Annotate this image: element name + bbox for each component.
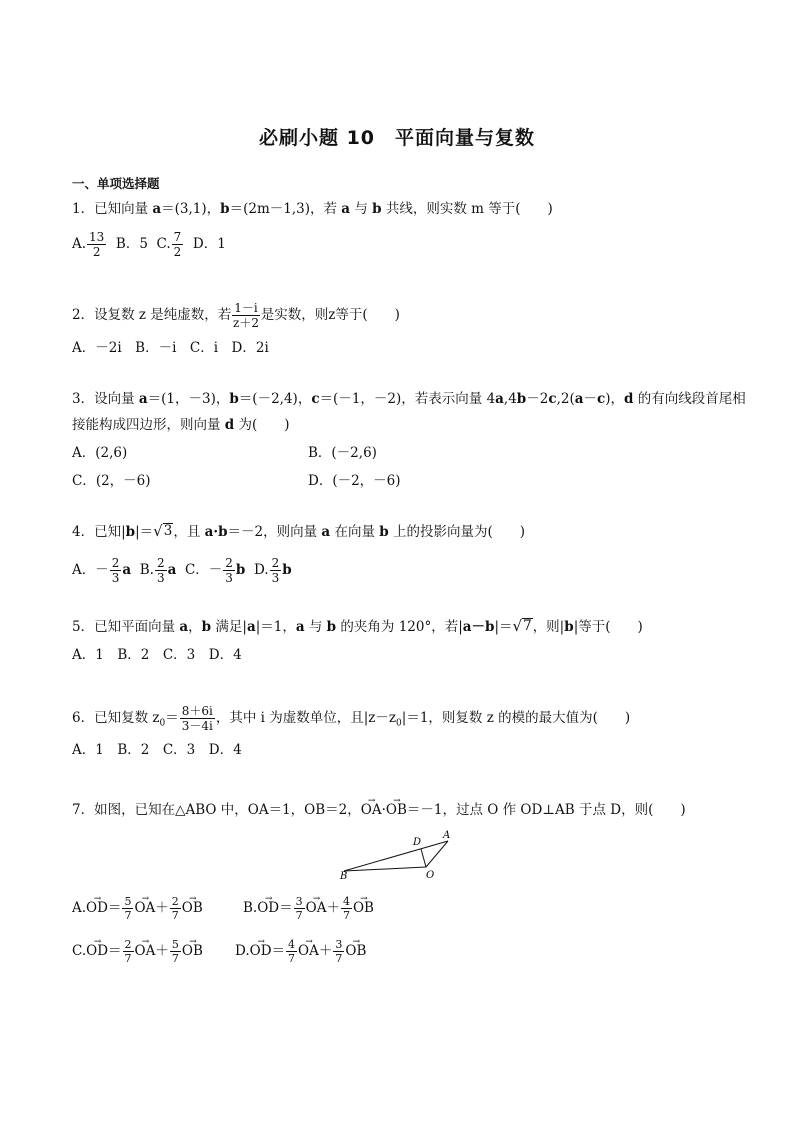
q5-text-7: |＝ (494, 619, 513, 635)
q1-vector-a: a (152, 201, 162, 217)
q7-option-d-frac-1 (286, 939, 297, 964)
q4-option-c-label: C．－ (184, 562, 223, 578)
q1-number: 1． (72, 201, 95, 217)
q4-vector-b: b (125, 524, 136, 540)
q7-option-d-eq: ＝ (271, 943, 286, 959)
q7-option-a-num-1: 5 (124, 895, 132, 908)
q5-vector-diff: a－b (462, 619, 495, 635)
q7-option-d-frac-2 (333, 939, 344, 964)
q2-options[interactable]: A．－2i B．－i C．i D．2i (72, 340, 269, 356)
q3-vector-d: d (624, 391, 634, 407)
q5-vector-b: b (201, 619, 212, 635)
q6-subscript-2: 0 (396, 718, 402, 729)
q7-option-a-ob: → OB (182, 898, 203, 918)
q4-option-d-fraction (270, 557, 282, 584)
q3-line2-text-1: 接能构成四边形，则向量 (72, 417, 225, 433)
q7-option-d-od: → OD (250, 941, 272, 961)
q7-option-b-od: → OD (257, 898, 279, 918)
question-1 (72, 199, 553, 219)
q6-denominator: 3－4i (181, 719, 213, 733)
q7-option-b-label: B. (243, 900, 258, 916)
q1-option-c[interactable] (157, 231, 185, 258)
q5-sqrt (513, 618, 533, 634)
q1-option-a[interactable] (72, 231, 107, 258)
q4-option-a-fraction (110, 557, 122, 584)
q1-option-a-fraction (87, 231, 106, 258)
q3-vector-c-2: c (548, 391, 557, 407)
page-title: 必刷小题 10 平面向量与复数 (258, 127, 536, 149)
q7-option-d-label: D. (235, 943, 250, 959)
q3-vector-a: a (138, 391, 148, 407)
q4-option-d-numerator: 2 (271, 556, 280, 570)
q3-vector-d-2: d (224, 417, 235, 433)
q7-option-b-ob: → OB (353, 898, 374, 918)
q1-options (72, 231, 226, 258)
q7-option-a-frac-1 (122, 896, 133, 921)
q1-option-a-denominator: 2 (92, 245, 101, 259)
q4-option-d-label: D. (253, 562, 269, 578)
q7-option-b-den-1: 7 (295, 909, 303, 922)
q7-option-b-num-2: 4 (342, 895, 350, 908)
q7-option-c-num-2: 5 (171, 938, 179, 951)
q5-vector-b-2: b (326, 619, 337, 635)
q7-option-b-plus: ＋ (326, 900, 340, 916)
q7-option-c-den-1: 7 (124, 952, 132, 965)
q4-option-a-vector: a (122, 562, 132, 578)
question-7 (72, 800, 686, 820)
q7-option-c-frac-1 (123, 939, 134, 964)
q4-option-c-vector: b (235, 562, 246, 578)
q4-sqrt (153, 523, 173, 539)
q6-options[interactable]: A．1 B．2 C．3 D．4 (72, 742, 242, 758)
q2-text-2: 是实数，则z等于( ) (260, 307, 400, 323)
q3-vector-b: b (229, 391, 239, 407)
q4-number: 4． (72, 524, 95, 540)
q1-option-a-numerator: 13 (89, 230, 105, 244)
q7-option-c-label: C. (72, 943, 87, 959)
q3-option-c[interactable]: C．(2，－6) (72, 473, 151, 489)
q3-line-2 (72, 415, 290, 435)
q3-text-6: －2 (526, 391, 549, 407)
q4-text-4: ＝－2，则向量 (227, 524, 322, 540)
q4-vector-b-2: b (379, 524, 389, 540)
section-heading: 一、单项选择题 (72, 176, 160, 191)
q7-option-d-ob: → OB (345, 941, 366, 961)
q6-text-1: 已知复数 z (94, 710, 160, 726)
q4-option-b-fraction (155, 557, 167, 584)
q4-option-a-label: A．－ (72, 562, 109, 578)
q7-option-a-den-2: 7 (171, 909, 179, 922)
q4-option-b-label: B. (139, 562, 154, 578)
q3-option-b[interactable]: B．(－2,6) (308, 445, 377, 461)
q5-text-8: ，则| (532, 619, 565, 635)
q5-vector-b-3: b (564, 619, 574, 635)
q4-option-a-numerator: 2 (111, 556, 120, 570)
q7-vector-ob: → OB (386, 800, 407, 820)
q1-vector-b: b (220, 201, 230, 217)
q1-text-2: ＝(3,1)， (161, 201, 221, 217)
q5-text-1: 已知平面向量 (94, 619, 180, 635)
q1-vector-b-2: b (372, 201, 382, 217)
q1-text-4: 与 (350, 201, 373, 217)
q5-options[interactable]: A．1 B．2 C．3 D．4 (72, 647, 242, 663)
q6-numerator: 8＋6i (181, 704, 213, 718)
q7-option-b-frac-2 (341, 896, 352, 921)
q7-option-c-plus: ＋ (155, 943, 169, 959)
triangle-figure (330, 826, 460, 880)
q3-text-8: － (583, 391, 597, 407)
q4-option-a[interactable] (72, 557, 131, 584)
q2-denominator: z＋2 (233, 316, 260, 330)
q7-option-d-plus: ＋ (318, 943, 333, 959)
question-2 (72, 302, 400, 329)
q4-option-d[interactable] (254, 557, 292, 584)
q1-option-c-label: C. (156, 236, 171, 252)
label-a: A (443, 830, 451, 841)
q7-text-1: 如图，已知在△ABO 中，OA＝1，OB＝2， (94, 802, 361, 818)
q7-number: 7． (72, 802, 95, 818)
q6-text-3: ，其中 i 为虚数单位，且|z－z (215, 710, 397, 726)
q7-option-c-frac-2 (170, 939, 181, 964)
q4-text-6: 上的投影向量为( ) (388, 524, 526, 540)
q7-option-d-num-2: 3 (335, 938, 343, 951)
q3-text-7: ,2( (556, 391, 575, 407)
q7-option-b-eq: ＝ (279, 900, 293, 916)
q7-option-d-oa: → OA (298, 941, 319, 961)
q7-option-a-oa: → OA (134, 898, 155, 918)
q4-text-5: 在向量 (330, 524, 380, 540)
q6-subscript: 0 (159, 718, 166, 729)
q4-sqrt-argument: 3 (163, 523, 173, 540)
q4-vector-a: a (321, 524, 331, 540)
q3-vector-c-3: c (596, 391, 606, 407)
q4-option-b-denominator: 3 (156, 571, 165, 585)
q7-option-a[interactable] (72, 896, 203, 921)
q4-options (72, 557, 292, 584)
q3-option-d[interactable]: D．(－2，－6) (308, 473, 401, 489)
q1-option-c-numerator: 7 (173, 230, 182, 244)
segment-od (421, 849, 426, 867)
q5-number: 5． (72, 619, 95, 635)
q4-option-b-vector: a (167, 562, 177, 578)
q1-option-c-denominator: 2 (173, 245, 182, 259)
q3-vector-c: c (311, 391, 320, 407)
q3-text-9: )， (605, 391, 624, 407)
q2-fraction (232, 302, 259, 329)
q4-option-d-vector: b (282, 562, 292, 578)
q7-option-b-den-2: 7 (342, 909, 350, 922)
q3-text-3: ＝(－2,4)， (238, 391, 312, 407)
q1-option-d[interactable]: D．1 (192, 236, 226, 252)
q7-option-c[interactable] (72, 939, 203, 964)
question-3 (72, 389, 746, 409)
q7-option-d-num-1: 4 (288, 938, 296, 951)
q7-option-c-eq: ＝ (108, 943, 122, 959)
q7-option-b[interactable] (243, 896, 374, 921)
q4-option-b-numerator: 2 (156, 556, 165, 570)
q4-option-a-denominator: 3 (111, 571, 120, 585)
q3-text-10: 的有向线段首尾相 (633, 391, 746, 407)
q5-text-5: 与 (304, 619, 327, 635)
q4-option-c-numerator: 2 (225, 556, 233, 570)
q1-option-a-label: A. (72, 236, 87, 252)
label-b: B (340, 871, 348, 880)
q7-option-c-den-2: 7 (171, 952, 179, 965)
label-d: D (413, 837, 422, 848)
q7-option-a-eq: ＝ (107, 900, 122, 916)
q2-number: 2． (72, 307, 95, 323)
q7-option-b-num-1: 3 (295, 895, 303, 908)
sqrt-symbol-icon: √ (153, 522, 163, 540)
q7-option-a-plus: ＋ (155, 900, 169, 916)
q1-text-5: 共线，则实数 m 等于( ) (381, 201, 553, 217)
q2-text-1: 设复数 z 是纯虚数，若 (94, 307, 232, 323)
q7-vector-oa: → OA (361, 800, 382, 820)
q5-vector-a: a (179, 619, 189, 635)
q6-fraction (180, 705, 215, 732)
question-5 (72, 617, 643, 637)
q5-vector-a-3: a (295, 619, 305, 635)
q4-text-2: |＝ (135, 524, 154, 540)
question-4 (72, 522, 525, 542)
q5-text-2: ， (188, 619, 202, 635)
q1-text-1: 已知向量 (94, 201, 153, 217)
q4-text-1: 已知| (94, 524, 126, 540)
q7-option-c-od: → OD (86, 941, 108, 961)
segment-oa (426, 841, 448, 867)
label-o: O (426, 870, 435, 880)
q4-dot-product: a·b (204, 524, 228, 540)
q7-text-2: ＝－1，过点 O 作 OD⊥AB 于点 D，则( ) (406, 802, 686, 818)
q7-option-b-frac-1 (294, 896, 305, 921)
q7-option-d-den-1: 7 (288, 952, 296, 965)
q3-text-4: ＝(－1，－2)，若表示向量 4 (319, 391, 496, 407)
q7-option-a-label: A. (72, 900, 87, 916)
q3-option-a[interactable]: A．(2,6) (72, 445, 128, 461)
q7-option-b-oa: → OA (306, 898, 327, 918)
q1-option-c-fraction (172, 231, 184, 258)
q2-numerator: 1－i (234, 301, 258, 315)
q1-option-b[interactable]: B．5 (115, 236, 148, 252)
q7-option-a-frac-2 (170, 896, 181, 921)
q3-number: 3． (72, 391, 95, 407)
q4-option-d-denominator: 3 (271, 571, 280, 585)
q3-vector-b-2: b (516, 391, 527, 407)
q3-line2-text-2: 为( ) (234, 417, 290, 433)
q1-text-3: ＝(2m－1,3)，若 (229, 201, 342, 217)
q7-option-c-num-1: 2 (124, 938, 132, 951)
q3-text-1: 设向量 (94, 391, 139, 407)
q7-option-c-ob: → OB (182, 941, 203, 961)
q3-vector-a-2: a (495, 391, 504, 407)
q4-text-3: ，且 (173, 524, 205, 540)
q7-option-a-num-2: 2 (171, 895, 179, 908)
q5-text-3: 满足| (211, 619, 247, 635)
q7-option-c-oa: → OA (135, 941, 156, 961)
q4-option-c-denominator: 3 (225, 571, 233, 585)
q7-option-d[interactable] (235, 939, 366, 964)
question-6 (72, 705, 630, 734)
q1-vector-a-2: a (341, 201, 351, 217)
q5-text-4: |＝1， (255, 619, 296, 635)
q5-text-9: |等于( ) (573, 619, 643, 635)
q7-option-d-den-2: 7 (335, 952, 343, 965)
sqrt-symbol-icon: √ (512, 617, 523, 635)
q6-text-4: |＝1，则复数 z 的模的最大值为( ) (401, 710, 631, 726)
q4-option-c[interactable] (185, 557, 245, 584)
q4-option-c-fraction (223, 557, 235, 584)
q6-number: 6． (72, 710, 95, 726)
q4-option-b[interactable] (140, 557, 177, 584)
q3-text-5: ,4 (503, 391, 517, 407)
q5-vector-a-2: a (246, 619, 256, 635)
q7-option-a-den-1: 7 (124, 909, 132, 922)
q6-text-2: ＝ (165, 710, 179, 726)
q5-sqrt-argument: 7 (523, 618, 532, 635)
q3-vector-a-3: a (574, 391, 584, 407)
segment-ab (344, 841, 448, 871)
q7-dot: · (381, 802, 386, 818)
q5-text-6: 的夹角为 120°，若| (336, 619, 463, 635)
q3-text-2: ＝(1，－3)， (147, 391, 230, 407)
q7-option-a-od: → OD (86, 898, 108, 918)
